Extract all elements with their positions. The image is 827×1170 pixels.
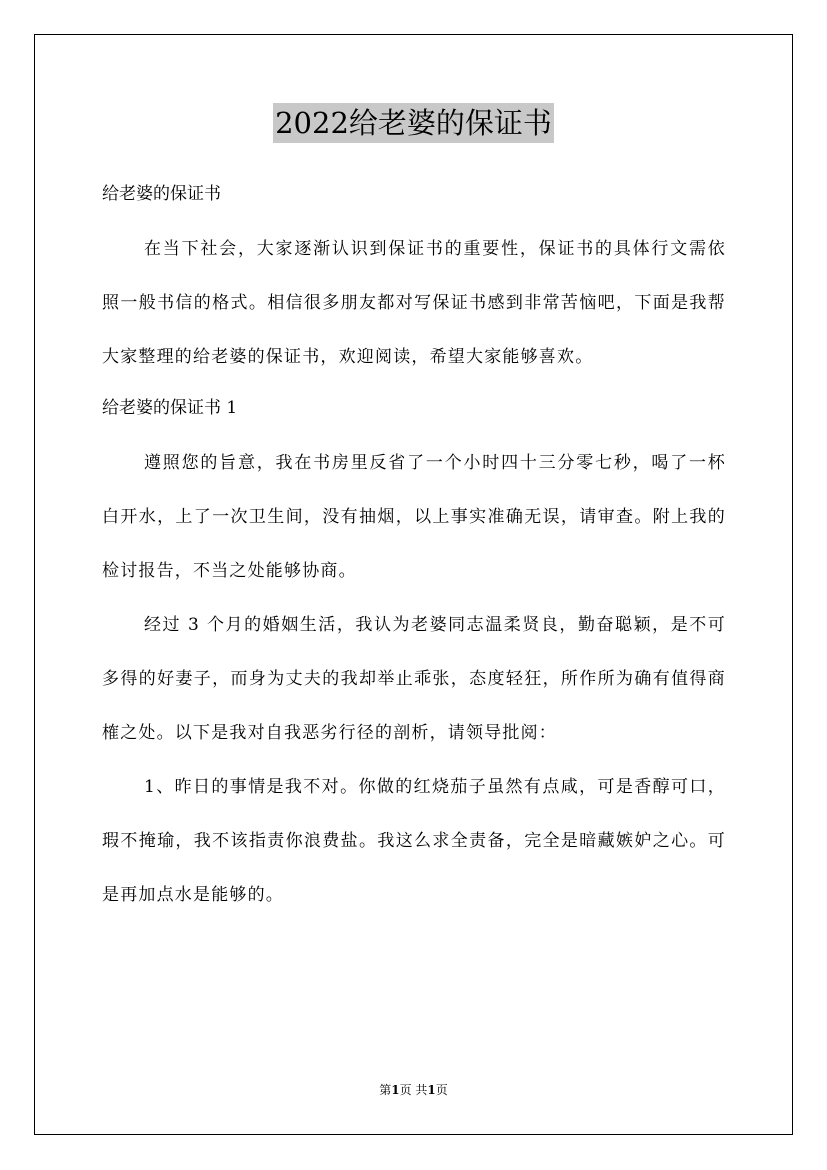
- paragraph-3: 1、昨日的事情是我不对。你做的红烧茄子虽然有点咸，可是香醇可口，瑕不掩瑜，我不该指责你浪费盐。我这么求全责备，完全是暗藏嫉妒之心。可是再加点水是能够的。: [102, 777, 726, 905]
- paragraph-2: 经过 3 个月的婚姻生活，我认为老婆同志温柔贤良，勤奋聪颖，是不可多得的好妻子，而身为丈夫的我却举止乖张，态度轻狂，所作所为确有值得商榷之处。以下是我对自我恶劣行径的剖析，请领导批阅：: [102, 615, 726, 743]
- footer-page-mid: 页 共: [399, 1083, 428, 1097]
- title-container: [0, 103, 827, 143]
- paragraph-1: 遵照您的旨意，我在书房里反省了一个小时四十三分零七秒，喝了一杯白开水，上了一次卫生间，没有抽烟，以上事实准确无误，请审查。附上我的检讨报告，不当之处能够协商。: [102, 453, 726, 581]
- intro-heading: 给老婆的保证书: [102, 184, 221, 204]
- document-title: 2022给老婆的保证书: [273, 103, 554, 143]
- footer-page-prefix: 第: [379, 1083, 392, 1097]
- document-body: [102, 170, 726, 922]
- page-footer: [0, 1082, 827, 1098]
- footer-page-current: 1: [391, 1083, 400, 1097]
- footer-page-total: 1: [427, 1083, 436, 1097]
- footer-page-suffix: 页: [435, 1083, 448, 1097]
- intro-paragraph: 在当下社会，大家逐渐认识到保证书的重要性，保证书的具体行文需依照一般书信的格式。相信很多朋友都对写保证书感到非常苦恼吧，下面是我帮大家整理的给老婆的保证书，欢迎阅读，希望大家能够喜欢。: [102, 239, 726, 367]
- section-heading-1: 给老婆的保证书 1: [102, 398, 238, 418]
